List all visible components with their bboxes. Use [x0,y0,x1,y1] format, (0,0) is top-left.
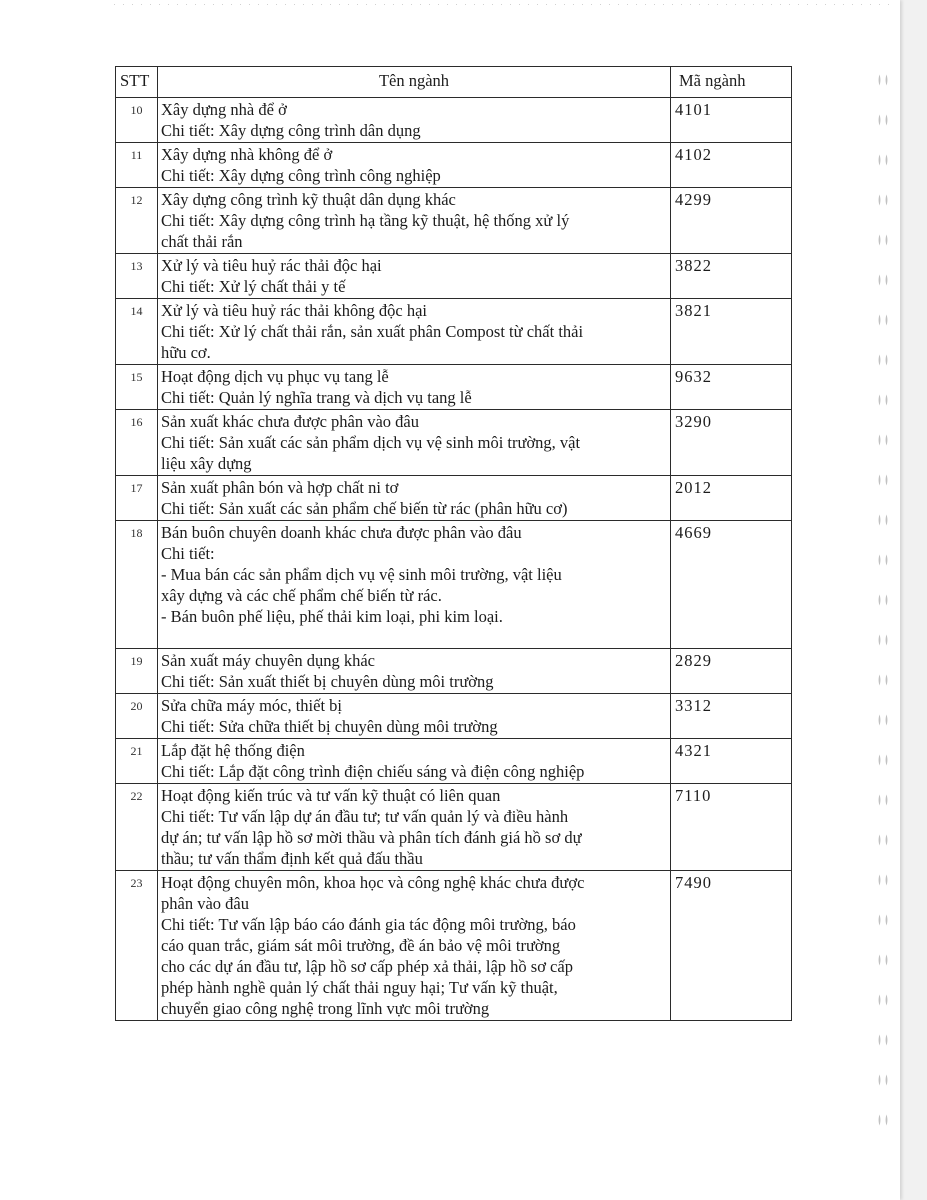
header-stt: STT [116,67,158,98]
activity-text-line: Chi tiết: Sản xuất thiết bị chuyên dùng môi trường [161,672,494,691]
table-row [116,410,792,476]
table-body [116,98,792,1021]
activity-text-line: hữu cơ. [161,343,211,362]
row-stt: 19 [116,649,158,694]
header-activity-name: Tên ngành [158,67,671,98]
activity-text-line: Chi tiết: [161,544,215,563]
header-activity-code: Mã ngành [671,67,792,98]
table-row [116,871,792,1021]
table-row [116,188,792,254]
activity-text-line: Chi tiết: Tư vấn lập báo cáo đánh gia tác động môi trường, báo [161,915,576,934]
activity-text-line: cáo quan trắc, giám sát môi trường, đề án bảo vệ môi trường [161,936,561,955]
activity-text-line: Lắp đặt hệ thống điện [161,741,305,760]
table-row [116,784,792,871]
row-stt: 13 [116,254,158,299]
activity-text-line: chất thải rắn [161,232,243,251]
activity-text-line: Bán buôn chuyên doanh khác chưa được phân vào đâu [161,523,522,542]
row-activity-name [158,871,671,1021]
activity-text-line: Chi tiết: Xây dựng công trình dân dụng [161,121,421,140]
blank-spacer [161,627,668,647]
row-stt: 22 [116,784,158,871]
table-row [116,143,792,188]
row-activity-name [158,254,671,299]
activity-text-line: Hoạt động kiến trúc và tư vấn kỹ thuật có liên quan [161,786,501,805]
row-stt: 10 [116,98,158,143]
activity-text-line: dự án; tư vấn lập hồ sơ mời thầu và phân tích đánh giá hồ sơ dự [161,828,582,847]
row-activity-name [158,694,671,739]
activity-text-line: - Bán buôn phế liệu, phế thải kim loại, phi kim loại. [161,607,503,626]
activity-text-line: Chi tiết: Tư vấn lập dự án đầu tư; tư vấn quản lý và điều hành [161,807,569,826]
row-activity-name [158,649,671,694]
row-activity-code: 7110 [671,784,792,871]
table-header-row [116,67,792,98]
activity-text-line: Chi tiết: Sản xuất các sản phẩm dịch vụ vệ sinh môi trường, vật [161,433,581,452]
row-activity-name [158,98,671,143]
row-activity-code: 4101 [671,98,792,143]
activity-text-line: Sản xuất máy chuyên dụng khác [161,651,375,670]
activity-text-line: Sản xuất phân bón và hợp chất ni tơ [161,478,399,497]
row-activity-code: 4102 [671,143,792,188]
activity-text-line: Xây dựng nhà không để ở [161,145,333,164]
row-activity-code: 4669 [671,521,792,649]
activity-text-line: Chi tiết: Lắp đặt công trình điện chiếu sáng và điện công nghiệp [161,762,585,781]
activity-text-line: Chi tiết: Xây dựng công trình hạ tầng kỹ thuật, hệ thống xử lý [161,211,570,230]
activity-text-line: cho các dự án đầu tư, lập hồ sơ cấp phép xả thải, lập hồ sơ cấp [161,957,573,976]
table-row [116,521,792,649]
row-stt: 16 [116,410,158,476]
row-activity-name [158,476,671,521]
row-activity-code: 4299 [671,188,792,254]
row-stt: 18 [116,521,158,649]
row-activity-code: 2829 [671,649,792,694]
activity-text-line: Xử lý và tiêu huỷ rác thải không độc hại [161,301,427,320]
activity-text-line: Xây dựng nhà để ở [161,100,287,119]
activity-text-line: thầu; tư vấn thẩm định kết quả đấu thầu [161,849,423,868]
row-activity-name [158,299,671,365]
row-activity-name [158,410,671,476]
table-row [116,476,792,521]
activity-text-line: phép hành nghề quản lý chất thải nguy hại; Tư vấn kỹ thuật, [161,978,558,997]
scan-noise [110,2,890,8]
activity-text-line: xây dựng và các chế phẩm chế biến từ rác. [161,586,442,605]
row-stt: 17 [116,476,158,521]
row-activity-name [158,784,671,871]
activity-text-line: - Mua bán các sản phẩm dịch vụ vệ sinh môi trường, vật liệu [161,565,562,584]
row-activity-name [158,365,671,410]
activity-text-line: Chi tiết: Xử lý chất thải rắn, sản xuất phân Compost từ chất thải [161,322,584,341]
row-activity-code: 2012 [671,476,792,521]
row-activity-name [158,188,671,254]
row-activity-code: 4321 [671,739,792,784]
activity-text-line: Xây dựng công trình kỹ thuật dân dụng khác [161,190,456,209]
row-activity-code: 3312 [671,694,792,739]
row-stt: 20 [116,694,158,739]
row-stt: 12 [116,188,158,254]
table-row [116,254,792,299]
table-row [116,739,792,784]
row-stt: 21 [116,739,158,784]
row-activity-code: 3821 [671,299,792,365]
row-activity-code: 3822 [671,254,792,299]
activity-text-line: Chi tiết: Quản lý nghĩa trang và dịch vụ tang lễ [161,388,472,407]
row-activity-code: 7490 [671,871,792,1021]
table-row [116,98,792,143]
row-stt: 23 [116,871,158,1021]
activity-text-line: Chi tiết: Xử lý chất thải y tế [161,277,346,296]
row-activity-name [158,521,671,649]
scan-margin-marks [876,60,890,1140]
table-row [116,694,792,739]
activity-text-line: Sửa chữa máy móc, thiết bị [161,696,343,715]
activity-text-line: Hoạt động chuyên môn, khoa học và công nghệ khác chưa được [161,873,585,892]
activity-text-line: liệu xây dựng [161,454,252,473]
table-row [116,649,792,694]
row-stt: 14 [116,299,158,365]
activity-text-line: Sản xuất khác chưa được phân vào đâu [161,412,419,431]
business-activities-table [115,66,792,1021]
activity-text-line: Chi tiết: Sản xuất các sản phẩm chế biến từ rác (phân hữu cơ) [161,499,568,518]
table-row [116,299,792,365]
activity-text-line: Chi tiết: Sửa chữa thiết bị chuyên dùng môi trường [161,717,498,736]
table-row [116,365,792,410]
row-activity-name [158,143,671,188]
activity-text-line: Hoạt động dịch vụ phục vụ tang lễ [161,367,389,386]
activity-text-line: chuyển giao công nghệ trong lĩnh vực môi trường [161,999,490,1018]
activity-text-line: phân vào đâu [161,894,249,913]
row-stt: 11 [116,143,158,188]
row-activity-name [158,739,671,784]
activity-text-line: Xử lý và tiêu huỷ rác thải độc hại [161,256,382,275]
activity-text-line: Chi tiết: Xây dựng công trình công nghiệp [161,166,441,185]
row-stt: 15 [116,365,158,410]
row-activity-code: 3290 [671,410,792,476]
row-activity-code: 9632 [671,365,792,410]
